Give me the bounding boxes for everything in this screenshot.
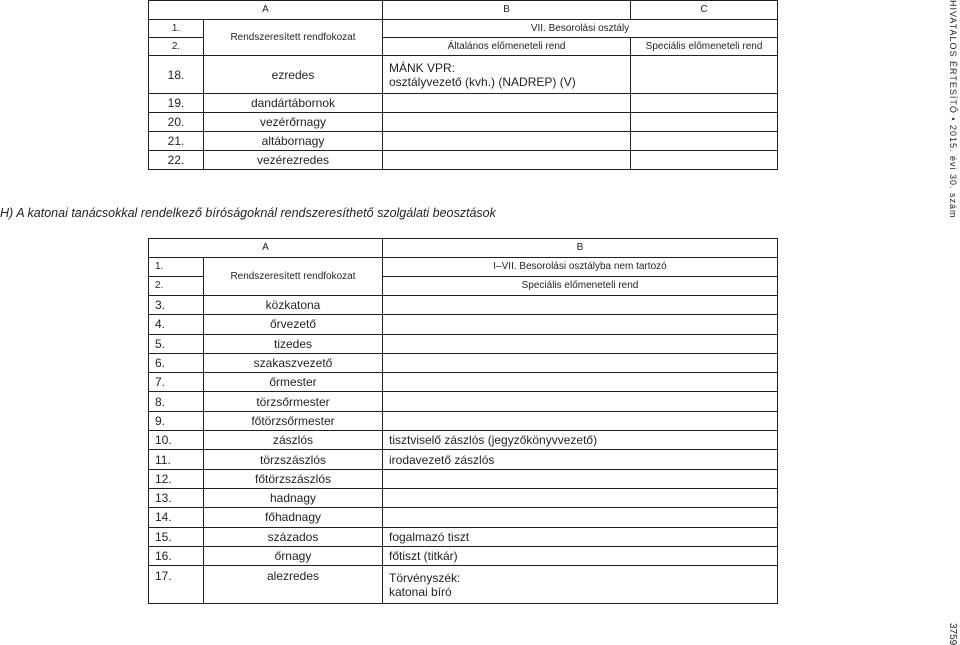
rank-name: törzszászlós: [204, 450, 383, 469]
special-track-position: [631, 132, 778, 151]
position-cell: irodavezető zászlós: [383, 450, 778, 469]
header-row-1: [149, 258, 778, 277]
position-line: osztályvezető (kvh.) (NADREP) (V): [389, 74, 576, 89]
general-track-position: [383, 151, 631, 170]
table-row: [149, 566, 778, 604]
general-track-header: Általános előmeneteli rend: [383, 38, 631, 56]
rank-name: közkatona: [204, 296, 383, 315]
rank-name: őrmester: [204, 373, 383, 392]
row-number: 16.: [149, 546, 204, 565]
position-cell: főtiszt (titkár): [383, 546, 778, 565]
table-row: [149, 411, 778, 430]
column-header-c: C: [631, 1, 778, 20]
position-cell: [383, 566, 778, 604]
row-number: 15.: [149, 527, 204, 546]
position-cell: [383, 392, 778, 411]
table-row: [149, 431, 778, 450]
special-track-position: [631, 94, 778, 113]
header-row-1: [149, 20, 778, 38]
table-row: [149, 450, 778, 469]
row-number: 17.: [149, 566, 204, 604]
position-cell: tisztviselő zászlós (jegyzőkönyvvezető): [383, 431, 778, 450]
row-number: 12.: [149, 469, 204, 488]
section-title: H) A katonai tanácsokkal rendelkező bíróságoknál rendszeresíthető szolgálati beosztások: [0, 206, 496, 220]
row-number: 22.: [149, 151, 204, 170]
general-track-position: [383, 94, 631, 113]
table-row: [149, 132, 778, 151]
rank-name: dandártábornok: [204, 94, 383, 113]
table-row: [149, 527, 778, 546]
column-header-row: [149, 239, 778, 258]
position-cell: [383, 334, 778, 353]
special-track-position: [631, 113, 778, 132]
rank-name: hadnagy: [204, 488, 383, 507]
rank-name: főtörzszászlós: [204, 469, 383, 488]
general-track-position: [383, 113, 631, 132]
column-header-b: B: [383, 1, 631, 20]
column-header-a: A: [149, 239, 383, 258]
row-number: 2.: [149, 38, 204, 56]
position-cell: [383, 353, 778, 372]
rank-name: őrnagy: [204, 546, 383, 565]
table-row: [149, 334, 778, 353]
rank-table-vii: [148, 0, 778, 170]
position-cell: [383, 508, 778, 527]
rank-name: őrvezető: [204, 315, 383, 334]
row-number: 11.: [149, 450, 204, 469]
row-number: 1.: [149, 20, 204, 38]
general-track-position: [383, 132, 631, 151]
table-row: [149, 94, 778, 113]
row-number: 8.: [149, 392, 204, 411]
class-header: I–VII. Besorolási osztályba nem tartozó: [383, 258, 778, 277]
rank-name: alezredes: [204, 566, 383, 604]
table-row: [149, 373, 778, 392]
rank-name: szakaszvezető: [204, 353, 383, 372]
rank-name: zászlós: [204, 431, 383, 450]
page-number: 3759: [947, 622, 958, 645]
position-cell: [383, 488, 778, 507]
row-number: 4.: [149, 315, 204, 334]
rank-table-court: [148, 238, 778, 604]
table-row: [149, 546, 778, 565]
position-cell: [383, 315, 778, 334]
class-header: VII. Besorolási osztály: [383, 20, 778, 38]
rank-column-label: Rendszeresített rendfokozat: [204, 258, 383, 296]
rank-name: törzsőrmester: [204, 392, 383, 411]
rank-column-label: Rendszeresített rendfokozat: [204, 20, 383, 56]
row-number: 19.: [149, 94, 204, 113]
position-cell: [383, 373, 778, 392]
rank-name: altábornagy: [204, 132, 383, 151]
row-number: 10.: [149, 431, 204, 450]
position-cell: [383, 411, 778, 430]
special-track-position: [631, 56, 778, 94]
position-line: MÁNK VPR:: [389, 60, 456, 75]
rank-name: százados: [204, 527, 383, 546]
row-number: 18.: [149, 56, 204, 94]
table-row: [149, 488, 778, 507]
row-number: 14.: [149, 508, 204, 527]
row-number: 5.: [149, 334, 204, 353]
special-track-header: Speciális előmeneteli rend: [383, 277, 778, 296]
position-cell: [383, 469, 778, 488]
table-row: [149, 353, 778, 372]
rank-name: főhadnagy: [204, 508, 383, 527]
row-number: 2.: [149, 277, 204, 296]
position-cell: fogalmazó tiszt: [383, 527, 778, 546]
table-row: [149, 113, 778, 132]
column-header-row: [149, 1, 778, 20]
table-row: [149, 151, 778, 170]
table-row: [149, 469, 778, 488]
column-header-a: A: [149, 1, 383, 20]
row-number: 7.: [149, 373, 204, 392]
journal-running-head: HIVATALOS ÉRTESÍTŐ • 2015. évi 30. szám: [948, 0, 958, 219]
rank-name: tizedes: [204, 334, 383, 353]
position-cell: [383, 296, 778, 315]
table-row: [149, 296, 778, 315]
row-number: 1.: [149, 258, 204, 277]
special-track-header: Speciális előmeneteli rend: [631, 38, 778, 56]
rank-name: vezérőrnagy: [204, 113, 383, 132]
general-track-position: [383, 56, 631, 94]
row-number: 9.: [149, 411, 204, 430]
table-row: [149, 56, 778, 94]
row-number: 6.: [149, 353, 204, 372]
position-line: Törvényszék:: [389, 570, 461, 585]
row-number: 13.: [149, 488, 204, 507]
row-number: 21.: [149, 132, 204, 151]
row-number: 20.: [149, 113, 204, 132]
table-row: [149, 508, 778, 527]
position-line: katonai bíró: [389, 584, 452, 599]
table-row: [149, 315, 778, 334]
special-track-position: [631, 151, 778, 170]
rank-name: ezredes: [204, 56, 383, 94]
table-row: [149, 392, 778, 411]
row-number: 3.: [149, 296, 204, 315]
rank-name: főtörzsőrmester: [204, 411, 383, 430]
rank-name: vezérezredes: [204, 151, 383, 170]
column-header-b: B: [383, 239, 778, 258]
